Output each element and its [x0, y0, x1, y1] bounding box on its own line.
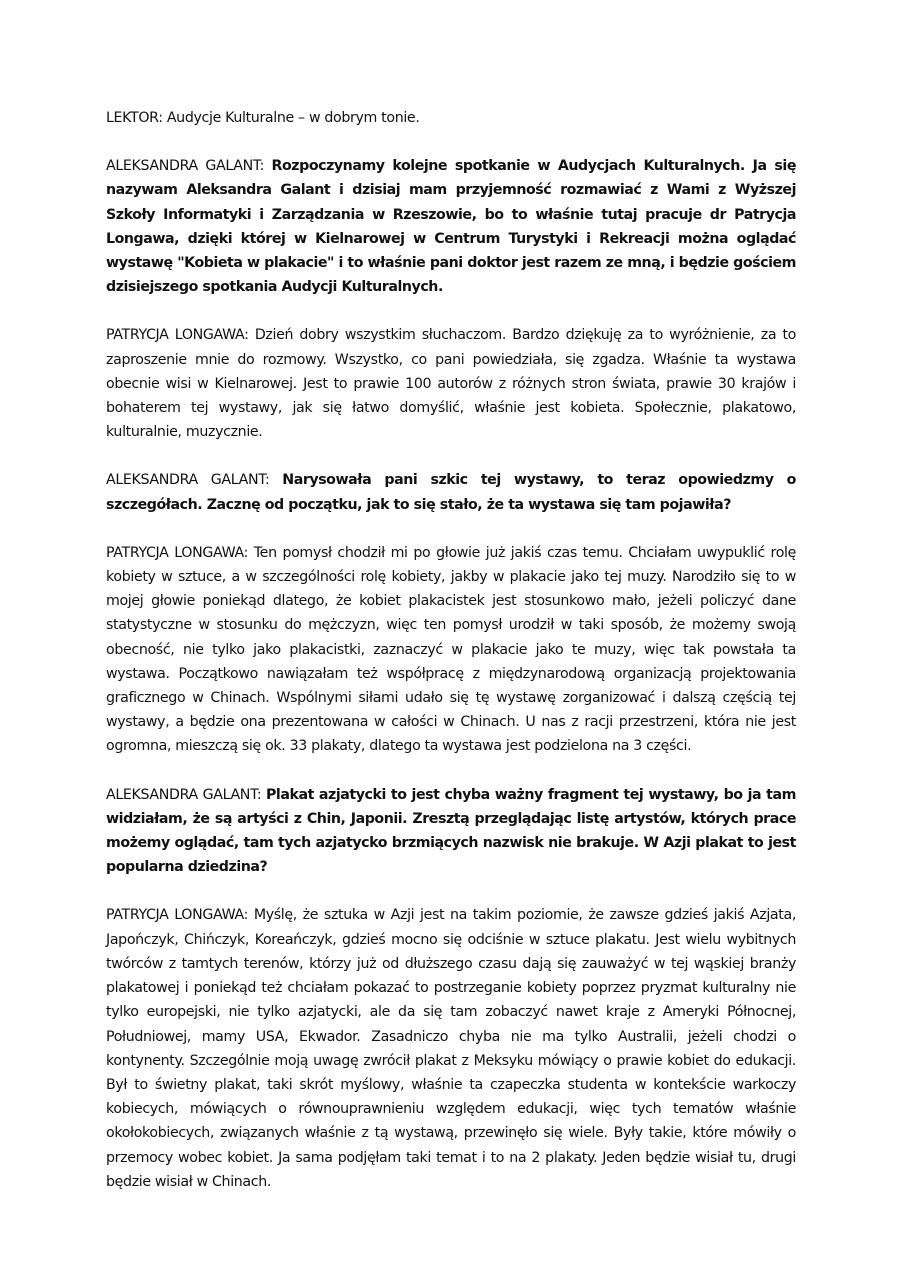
paragraph-text: Ten pomysł chodził mi po głowie już jakiś czas temu. Chciałam uwypuklić rolę kobiety w sztuce, a w szczególności rolę kobiety, jakby w plakacie jako tej muzy. Narodziło się to w mojej głowie poniekąd dlatego, że kobiet plakacistek jest stosunkowo mało, jeżeli policzyć dane statystyczne w stosunku do mężczyzn, więc ten pomysł urodził w taki sposób, że możemy swoją obecność, nie tylko jako plakacistki, zaznaczyć w plakacie jako te muzy, więc tak powstała ta wystawa. Początkowo nawiązałam też współpracę z międzynarodową organizacją projektowania graficznego w Chinach. Wspólnymi siłami udało się tę wystawę zorganizować i dalszą częścią tej wystawy, a będzie ona prezentowana w całości w Chinach. U nas z racji przestrzeni, która nie jest ogromna, mieszczą się ok. 33 plakaty, dlatego ta wystawa jest podzielona na 3 części. [106, 544, 797, 755]
speaker-label: ALEKSANDRA GALANT: [106, 158, 265, 175]
paragraph-text: Audycje Kulturalne – w dobrym tonie. [166, 110, 420, 126]
speaker-label: ALEKSANDRA GALANT: [106, 472, 270, 489]
paragraph-galant-intro [106, 154, 796, 299]
paragraph-longawa-greeting [106, 323, 796, 444]
paragraph-text: Plakat azjatycki to jest chyba ważny fragment tej wystawy, bo ja tam widziałam, że są artyści z Chin, Japonii. Zresztą przeglądając listę artystów, których prace możemy oglądać, tam tych azjatycko brzmiących nazwisk nie brakuje. W Azji plakat to jest popularna dziedzina? [106, 786, 796, 876]
paragraph-longawa-answer-2 [106, 903, 796, 1193]
paragraph-text: Myślę, że sztuka w Azji jest na takim poziomie, że zawsze gdzieś jakiś Azjata, Japończyk, Chińczyk, Koreańczyk, gdzieś mocno się odciśnie w sztuce plakatu. Jest wielu wybitnych twórców z tamtych terenów, którzy już od dłuższego czasu dają się zauważyć w tej wąskiej branży plakatowej i poniekąd też chciałam pokazać to postrzeganie kobiety poprzez pryzmat kulturalny nie tylko europejski, nie tylko azjatycki, ale da się tam zobaczyć nawet kraje z Ameryki Północnej, Południowej, mamy USA, Ekwador. Zasadniczo chyba nie ma tylko Australii, jeżeli chodzi o kontynenty. Szczególnie moją uwagę zwrócił plakat z Meksyku mówiący o prawie kobiet do edukacji. Był to świetny plakat, taki skrót myślowy, właśnie ta czapeczka studenta w kontekście warkoczy kobiecych, mówiących o równouprawnieniu względem edukacji, więc tych tematów właśnie okołokobiecych, związanych właśnie z tą wystawą, przewinęło się wiele. Były takie, które mówiły o przemocy wobec kobiet. Ja sama podjęłam taki temat i to na 2 plakaty. Jeden będzie wisiał tu, drugi będzie wisiał w Chinach. [106, 907, 796, 1190]
paragraph-galant-question-2 [106, 783, 796, 880]
speaker-label: LEKTOR: [106, 110, 163, 126]
paragraph-lektor-intro [106, 106, 796, 130]
paragraph-galant-question-1 [106, 468, 796, 516]
speaker-label: PATRYCJA LONGAWA: [106, 544, 249, 561]
paragraph-text: Rozpoczynamy kolejne spotkanie w Audycjach Kulturalnych. Ja się nazywam Aleksandra Galant i dzisiaj mam przyjemność rozmawiać z Wami z Wyższej Szkoły Informatyki i Zarządzania w Rzeszowie, bo to właśnie tutaj pracuje dr Patrycja Longawa, dzięki której w Kielnarowej w Centrum Turystyki i Rekreacji można oglądać wystawę "Kobieta w plakacie" i to właśnie pani doktor jest razem ze mną, i będzie gościem dzisiejszego spotkania Audycji Kulturalnych. [106, 158, 796, 296]
speaker-label: PATRYCJA LONGAWA: [106, 907, 249, 924]
transcript-page [106, 106, 796, 1218]
paragraph-longawa-answer-1 [106, 541, 796, 759]
speaker-label: PATRYCJA LONGAWA: [106, 327, 249, 344]
paragraph-text: Narysowała pani szkic tej wystawy, to teraz opowiedzmy o szczegółach. Zacznę od początku, jak to się stało, że ta wystawa się tam pojawiła? [106, 472, 796, 513]
paragraph-text: Dzień dobry wszystkim słuchaczom. Bardzo dziękuję za to wyróżnienie, za to zaproszenie mnie do rozmowy. Wszystko, co pani powiedziała, się zgadza. Właśnie ta wystawa obecnie wisi w Kielnarowej. Jest to prawie 100 autorów z różnych stron świata, prawie 30 krajów i bohaterem tej wystawy, jak się łatwo domyślić, właśnie jest kobieta. Społecznie, plakatowo, kulturalnie, muzycznie. [106, 327, 796, 441]
speaker-label: ALEKSANDRA GALANT: [106, 786, 262, 803]
